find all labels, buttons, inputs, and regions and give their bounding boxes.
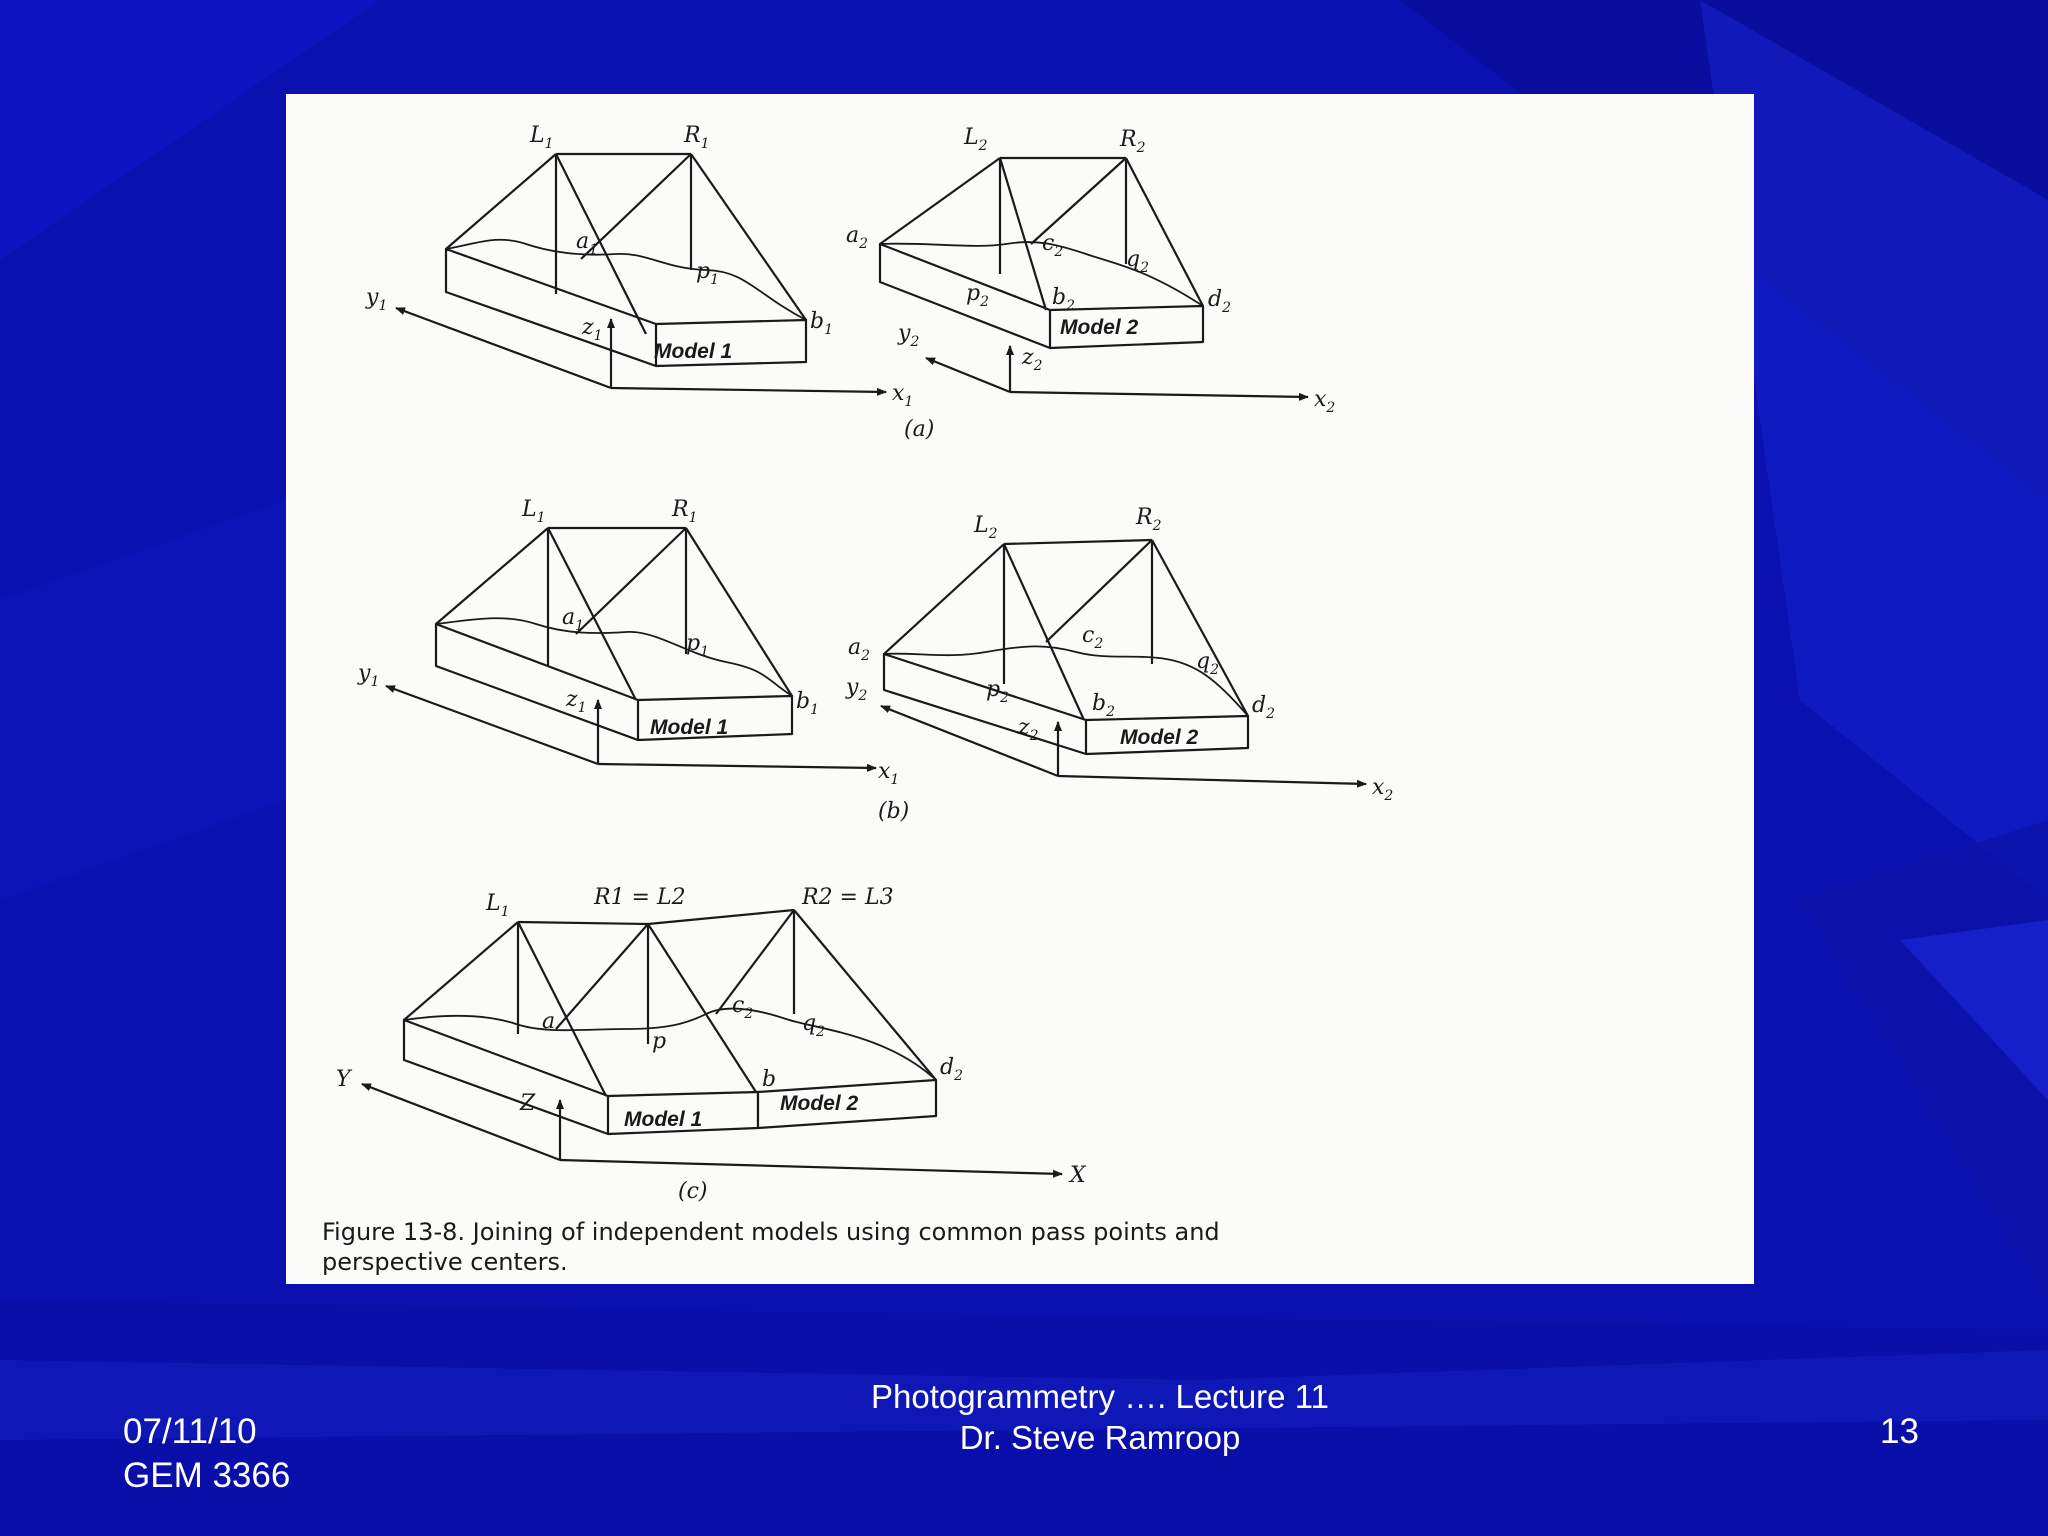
panel-b-model-2-label: Model 2 <box>1120 726 1199 749</box>
panel-a-model-2 <box>880 158 1308 397</box>
panel-c-model-2-label: Model 2 <box>780 1092 859 1115</box>
svg-text:X: X <box>1070 1163 1086 1188</box>
footer-left <box>123 1410 290 1498</box>
svg-text:Y: Y <box>336 1067 351 1092</box>
course-code: GEM 3366 <box>123 1456 291 1495</box>
svg-text:y2: $y_2$ <box>898 321 920 350</box>
svg-text:d2: $d_2$ <box>940 1055 964 1084</box>
svg-text:a2: $a_2$ <box>848 635 871 664</box>
svg-text:y2: $y_2$ <box>846 675 868 704</box>
svg-text:y1: $y_1$ <box>358 661 380 690</box>
svg-text:R2: $R_2$ <box>1136 505 1162 534</box>
svg-text:b2: $b_2$ <box>1052 285 1076 314</box>
svg-text:z2: $z_2$ <box>1018 715 1039 744</box>
svg-text:a2: $a_2$ <box>846 223 869 252</box>
svg-text:x1: $x_1$ <box>878 759 900 788</box>
figure-image <box>286 94 1754 1284</box>
panel-a-model-2-label: Model 2 <box>1060 316 1139 339</box>
svg-text:x2: $x_2$ <box>1372 775 1394 804</box>
svg-text:R1: $R_1$ <box>672 497 698 526</box>
svg-text:c2: $c_2$ <box>1082 623 1104 652</box>
panel-a-model-1 <box>396 154 886 392</box>
svg-text:a1: $a_1$ <box>576 229 599 258</box>
panel-b-model-1 <box>386 528 876 768</box>
svg-text:q2: $q_2$ <box>1196 649 1220 678</box>
svg-text:z2: $z_2$ <box>1022 345 1043 374</box>
svg-text:a1: $a_1$ <box>562 605 585 634</box>
svg-text:c2: $c_2$ <box>1042 231 1064 260</box>
svg-text:L1: $L_1$ <box>530 123 554 152</box>
figure-caption-line-1: Figure 13-8. Joining of independent models using common pass points and <box>322 1218 1220 1246</box>
svg-text:p2: $p_2$ <box>966 281 990 310</box>
svg-text:a: a <box>542 1009 556 1034</box>
svg-text:p1: $p_1$ <box>696 259 720 288</box>
svg-text:p: p <box>652 1029 667 1054</box>
panel-c-tag: (c) <box>678 1179 708 1204</box>
svg-text:d2: $d_2$ <box>1208 287 1232 316</box>
svg-text:L2: $L_2$ <box>964 125 988 154</box>
panel-a-model-1-label: Model 1 <box>654 340 733 363</box>
svg-text:d2: $d_2$ <box>1252 693 1276 722</box>
svg-text:b: b <box>762 1067 777 1092</box>
svg-text:R2: $R_2$ <box>1120 127 1146 156</box>
panel-a-tag: (a) <box>904 417 935 442</box>
svg-text:q2: $q_2$ <box>1126 247 1150 276</box>
svg-text:z1: $z_1$ <box>582 315 603 344</box>
svg-text:Z: Z <box>520 1091 536 1116</box>
slide-number: 13 <box>1880 1412 1919 1451</box>
panel-b-model-1-label: Model 1 <box>650 716 729 739</box>
panel-c-model-1-label: Model 1 <box>624 1108 703 1131</box>
svg-text:x1: $x_1$ <box>892 381 914 410</box>
svg-text:p2: $p_2$ <box>986 677 1010 706</box>
svg-text:c2: $c_2$ <box>732 993 754 1022</box>
lecture-title: Photogrammetry …. Lecture 11 <box>871 1378 1329 1415</box>
svg-text:p1: $p_1$ <box>686 631 710 660</box>
svg-text:L2: $L_2$ <box>974 513 998 542</box>
svg-text:L1: $L_1$ <box>522 497 546 526</box>
svg-text:x2: $x_2$ <box>1314 387 1336 416</box>
panel-c-r2-l3-label: R2 = L3 <box>802 885 894 910</box>
svg-text:y1: $y_1$ <box>366 285 388 314</box>
slide-date: 07/11/10 <box>123 1412 257 1451</box>
svg-text:R1: $R_1$ <box>684 123 710 152</box>
panel-b-tag: (b) <box>878 799 910 824</box>
svg-text:b1: $b_1$ <box>796 689 820 718</box>
svg-text:L1: $L_1$ <box>486 891 510 920</box>
figure-caption-line-2: perspective centers. <box>322 1248 568 1276</box>
panel-c-r1-l2-label: R1 = L2 <box>594 885 686 910</box>
footer-center <box>800 1376 1400 1458</box>
svg-text:q2: $q_2$ <box>802 1011 826 1040</box>
svg-text:b1: $b_1$ <box>810 309 834 338</box>
svg-text:z1: $z_1$ <box>566 687 587 716</box>
panel-c-models <box>362 910 1062 1174</box>
author-name: Dr. Steve Ramroop <box>959 1419 1241 1456</box>
svg-text:b2: $b_2$ <box>1092 691 1116 720</box>
